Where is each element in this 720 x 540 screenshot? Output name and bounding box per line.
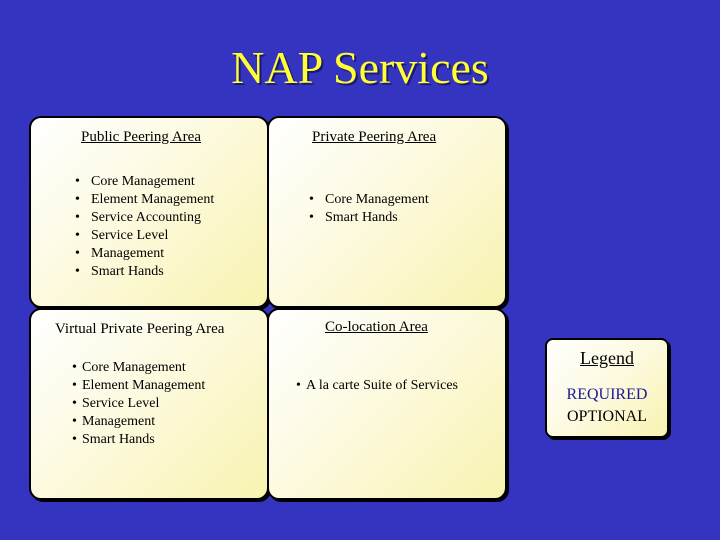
list-item: • Core Management [72,359,205,377]
slide-title: NAP Services [231,42,489,93]
colocation-area-title: Co-location Area [325,319,428,335]
virtual-private-peering-area-box [29,308,269,500]
list-item: • Element Management [75,191,214,209]
list-item: • Smart Hands [72,431,205,449]
public-peering-services-list [75,173,214,281]
colocation-area-box [267,308,507,500]
list-item: • A la carte Suite of Services [296,377,458,395]
public-peering-area-box [29,116,269,308]
list-item: • Service Accounting [75,209,214,227]
list-item: • Service Level [75,227,214,245]
legend-optional-label: OPTIONAL [567,408,647,425]
legend-box [545,338,669,438]
virtual-private-peering-services-list [72,359,205,449]
list-item: • Core Management [309,191,429,209]
legend-title: Legend [580,348,634,368]
list-item: • Smart Hands [75,263,214,281]
list-item: • Core Management [75,173,214,191]
list-item: • Smart Hands [309,209,429,227]
colocation-services-list [296,377,458,395]
private-peering-services-list [309,191,429,227]
private-peering-area-title: Private Peering Area [312,129,437,145]
private-peering-area-box [267,116,507,308]
list-item: • Element Management [72,377,205,395]
list-item: • Service Level [72,395,205,413]
list-item: • Management [75,245,214,263]
public-peering-area-title: Public Peering Area [81,129,201,145]
virtual-private-peering-area-title: Virtual Private Peering Area [55,321,225,337]
legend-required-label: REQUIRED [566,386,648,403]
list-item: • Management [72,413,205,431]
